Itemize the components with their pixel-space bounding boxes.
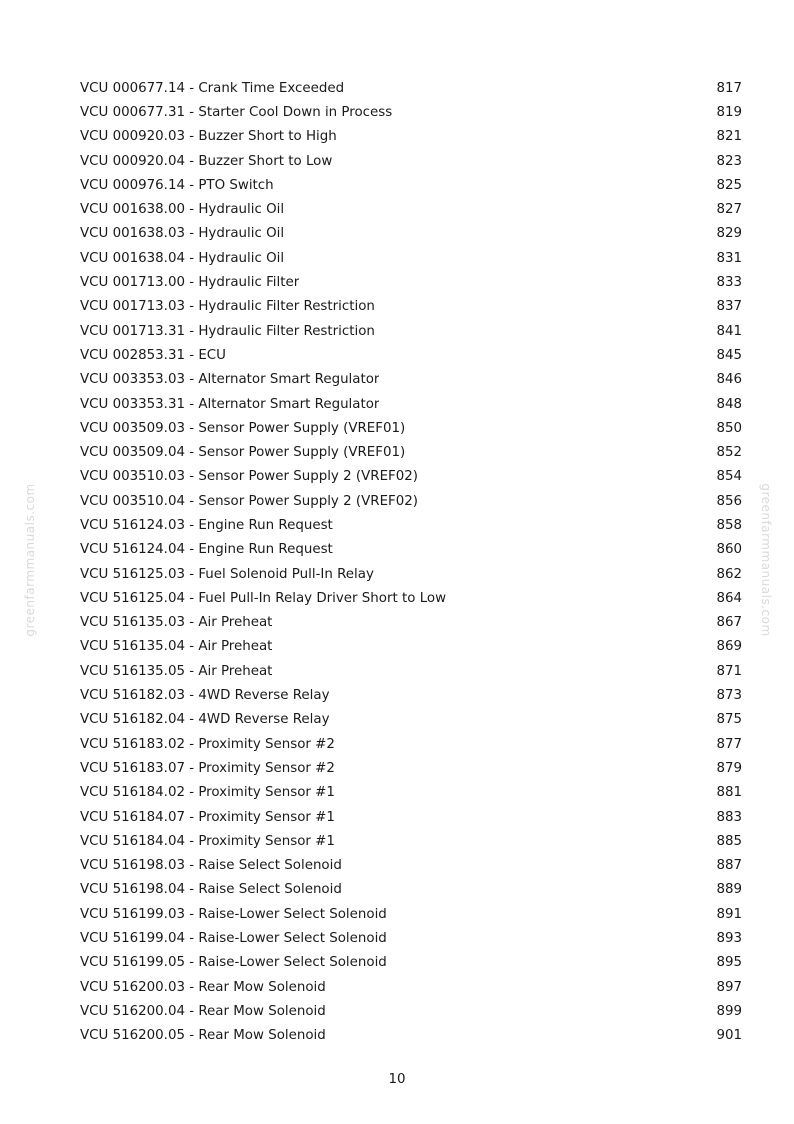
page-number: 10 <box>388 1072 406 1087</box>
toc-entry-title: VCU 001713.31 - Hydraulic Filter Restriction <box>80 323 375 339</box>
toc-entry[interactable] <box>80 246 742 270</box>
toc-entry-title: VCU 516125.04 - Fuel Pull-In Relay Driver Short to Low <box>80 590 447 606</box>
toc-entry-title: VCU 516125.03 - Fuel Solenoid Pull-In Relay <box>80 566 374 582</box>
toc-entry-title: VCU 000976.14 - PTO Switch <box>80 177 274 193</box>
toc-entry[interactable] <box>80 562 742 586</box>
toc-entry[interactable] <box>80 270 742 294</box>
toc-entry-page: 819 <box>716 104 742 120</box>
toc-entry[interactable] <box>80 368 742 392</box>
toc-entry[interactable] <box>80 489 742 513</box>
toc-entry-title: VCU 001638.04 - Hydraulic Oil <box>80 250 285 266</box>
toc-entry[interactable] <box>80 951 742 975</box>
toc-entry-title: VCU 516199.04 - Raise-Lower Select Solenoid <box>80 931 387 947</box>
toc-entry[interactable] <box>80 708 742 732</box>
toc-entry[interactable] <box>80 513 742 537</box>
toc-entry-page: 871 <box>716 663 742 679</box>
toc-entry-title: VCU 000677.31 - Starter Cool Down in Process <box>80 104 393 120</box>
toc-entry-title: VCU 516124.03 - Engine Run Request <box>80 517 333 533</box>
toc-entry[interactable] <box>80 902 742 926</box>
toc-entry-page: 897 <box>716 979 742 995</box>
toc-entry-title: VCU 002853.31 - ECU <box>80 347 226 363</box>
toc-entry-title: VCU 516183.02 - Proximity Sensor #2 <box>80 736 335 752</box>
toc-entry-title: VCU 516135.03 - Air Preheat <box>80 615 273 631</box>
toc-entry-title: VCU 516183.07 - Proximity Sensor #2 <box>80 760 335 776</box>
toc-entry[interactable] <box>80 319 742 343</box>
toc-entry-page: 895 <box>716 955 742 971</box>
toc-entry-title: VCU 003510.03 - Sensor Power Supply 2 (VREF02) <box>80 469 419 485</box>
toc-entry-page: 887 <box>716 858 742 874</box>
toc-entry-page: 852 <box>716 445 742 461</box>
toc-entry[interactable] <box>80 683 742 707</box>
toc-entry[interactable] <box>80 100 742 124</box>
toc-entry-page: 831 <box>716 250 742 266</box>
toc-entry-page: 891 <box>716 906 742 922</box>
toc-entry[interactable] <box>80 635 742 659</box>
toc-entry-title: VCU 000920.04 - Buzzer Short to Low <box>80 153 333 169</box>
toc-entry-title: VCU 516182.03 - 4WD Reverse Relay <box>80 688 330 704</box>
toc-entry-title: VCU 516198.03 - Raise Select Solenoid <box>80 858 342 874</box>
toc-entry-title: VCU 516199.03 - Raise-Lower Select Solenoid <box>80 906 387 922</box>
toc-entry-page: 867 <box>716 615 742 631</box>
toc-entry-page: 875 <box>716 712 742 728</box>
toc-entry-title: VCU 001713.00 - Hydraulic Filter <box>80 275 300 291</box>
toc-entry-page: 899 <box>716 1003 742 1019</box>
toc-entry-page: 885 <box>716 833 742 849</box>
toc-entry-title: VCU 516184.07 - Proximity Sensor #1 <box>80 809 335 825</box>
toc-entry-page: 827 <box>716 202 742 218</box>
toc-entry-title: VCU 516124.04 - Engine Run Request <box>80 542 333 558</box>
toc-entry-title: VCU 001713.03 - Hydraulic Filter Restriction <box>80 299 375 315</box>
toc-entry-page: 901 <box>716 1028 742 1044</box>
toc-entry[interactable] <box>80 222 742 246</box>
toc-entry-page: 837 <box>716 299 742 315</box>
toc-entry[interactable] <box>80 999 742 1023</box>
watermark-left: greenfarmmanuals.com <box>23 483 37 637</box>
toc-entry[interactable] <box>80 829 742 853</box>
toc-entry-page: 864 <box>716 590 742 606</box>
toc-entry-title: VCU 000920.03 - Buzzer Short to High <box>80 129 337 145</box>
toc-entry[interactable] <box>80 295 742 319</box>
toc-entry[interactable] <box>80 392 742 416</box>
toc-entry-page: 879 <box>716 760 742 776</box>
toc-entry[interactable] <box>80 805 742 829</box>
toc-entry-page: 856 <box>716 493 742 509</box>
toc-entry-title: VCU 516182.04 - 4WD Reverse Relay <box>80 712 330 728</box>
toc-entry-title: VCU 516200.03 - Rear Mow Solenoid <box>80 979 326 995</box>
toc-entry-title: VCU 516135.04 - Air Preheat <box>80 639 273 655</box>
toc-entry[interactable] <box>80 125 742 149</box>
toc-entry[interactable] <box>80 756 742 780</box>
toc-entry-page: 829 <box>716 226 742 242</box>
toc-entry-page: 821 <box>716 129 742 145</box>
toc-entry[interactable] <box>80 732 742 756</box>
toc-entry-page: 862 <box>716 566 742 582</box>
toc-entry[interactable] <box>80 76 742 100</box>
toc-entry-page: 848 <box>716 396 742 412</box>
toc-entry[interactable] <box>80 781 742 805</box>
toc-entry-title: VCU 516184.04 - Proximity Sensor #1 <box>80 833 335 849</box>
toc-entry-page: 873 <box>716 688 742 704</box>
toc-entry-page: 841 <box>716 323 742 339</box>
toc-entry-page: 833 <box>716 275 742 291</box>
toc-entry-page: 889 <box>716 882 742 898</box>
toc-entry[interactable] <box>80 538 742 562</box>
toc-entry-page: 877 <box>716 736 742 752</box>
toc-entry-title: VCU 003353.31 - Alternator Smart Regulator <box>80 396 380 412</box>
toc-entry-page: 883 <box>716 809 742 825</box>
toc-entry-page: 850 <box>716 420 742 436</box>
toc-entry-title: VCU 003509.03 - Sensor Power Supply (VREF01) <box>80 420 406 436</box>
toc-entry-title: VCU 001638.03 - Hydraulic Oil <box>80 226 285 242</box>
toc-entry-page: 854 <box>716 469 742 485</box>
toc-entry-page: 893 <box>716 931 742 947</box>
toc-entry-page: 858 <box>716 517 742 533</box>
toc-entry-page: 825 <box>716 177 742 193</box>
toc-entry-page: 817 <box>716 80 742 96</box>
toc-entry[interactable] <box>80 926 742 950</box>
toc-entry-page: 845 <box>716 347 742 363</box>
toc-entry-title: VCU 516199.05 - Raise-Lower Select Solenoid <box>80 955 387 971</box>
toc-entry[interactable] <box>80 440 742 464</box>
table-of-contents <box>80 76 742 1048</box>
watermark-right: greenfarmmanuals.com <box>759 483 773 637</box>
toc-entry-page: 869 <box>716 639 742 655</box>
toc-entry-title: VCU 001638.00 - Hydraulic Oil <box>80 202 285 218</box>
toc-entry[interactable] <box>80 586 742 610</box>
toc-entry-page: 860 <box>716 542 742 558</box>
toc-entry-page: 881 <box>716 785 742 801</box>
toc-entry-title: VCU 516200.05 - Rear Mow Solenoid <box>80 1028 326 1044</box>
toc-entry-title: VCU 516200.04 - Rear Mow Solenoid <box>80 1003 326 1019</box>
toc-entry[interactable] <box>80 854 742 878</box>
toc-entry[interactable] <box>80 611 742 635</box>
toc-entry-page: 846 <box>716 372 742 388</box>
toc-entry-page: 823 <box>716 153 742 169</box>
toc-entry-title: VCU 003509.04 - Sensor Power Supply (VREF01) <box>80 445 406 461</box>
toc-entry[interactable] <box>80 197 742 221</box>
toc-entry[interactable] <box>80 878 742 902</box>
toc-entry[interactable] <box>80 975 742 999</box>
toc-entry[interactable] <box>80 465 742 489</box>
toc-entry[interactable] <box>80 343 742 367</box>
toc-entry[interactable] <box>80 416 742 440</box>
toc-entry[interactable] <box>80 173 742 197</box>
toc-entry-title: VCU 516198.04 - Raise Select Solenoid <box>80 882 342 898</box>
toc-entry-title: VCU 516135.05 - Air Preheat <box>80 663 273 679</box>
toc-entry[interactable] <box>80 1024 742 1048</box>
toc-entry-title: VCU 000677.14 - Crank Time Exceeded <box>80 80 345 96</box>
toc-entry[interactable] <box>80 149 742 173</box>
toc-entry[interactable] <box>80 659 742 683</box>
toc-entry-title: VCU 003353.03 - Alternator Smart Regulator <box>80 372 380 388</box>
toc-entry-title: VCU 516184.02 - Proximity Sensor #1 <box>80 785 335 801</box>
toc-entry-title: VCU 003510.04 - Sensor Power Supply 2 (VREF02) <box>80 493 419 509</box>
